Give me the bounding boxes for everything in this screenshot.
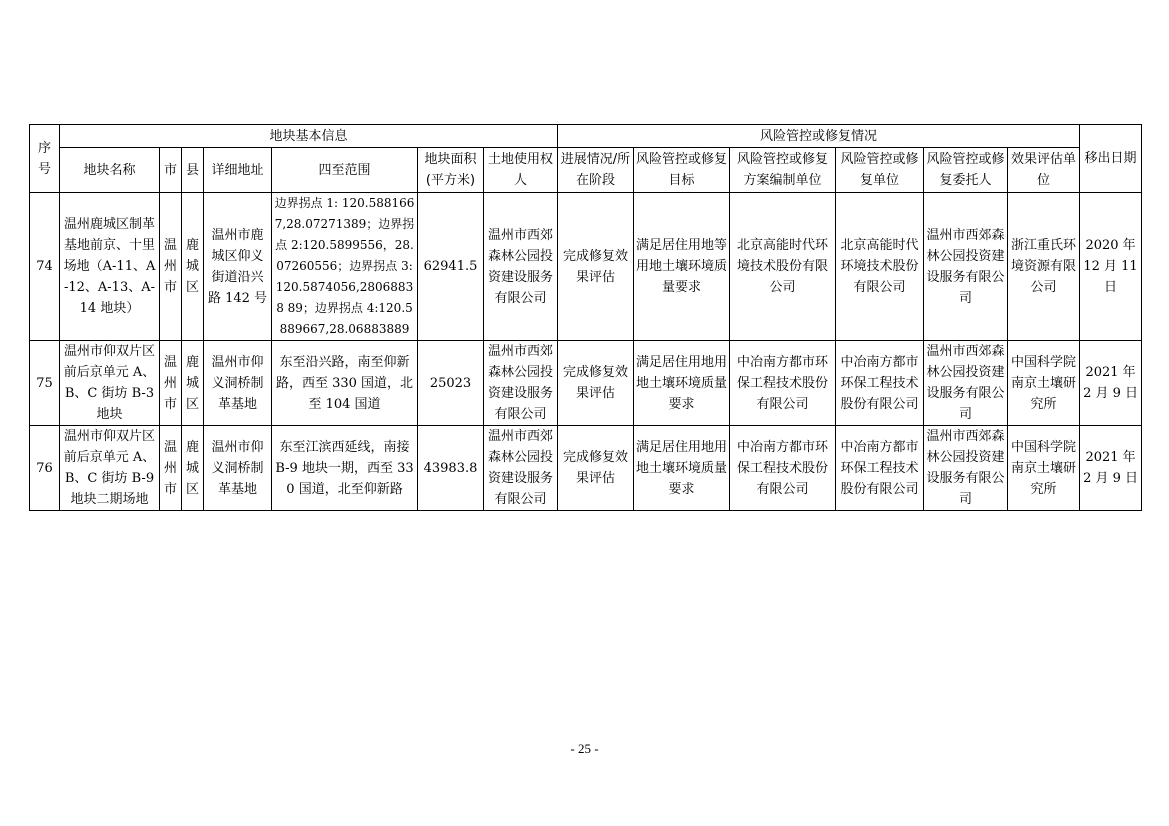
cell-owner: 温州市西郊森林公园投资建设服务有限公司 bbox=[484, 193, 558, 341]
cell-date: 2020 年 12 月 11 日 bbox=[1080, 193, 1142, 341]
cell-bounds: 东至沿兴路，南至仰新路，西至 330 国道，北至 104 国道 bbox=[272, 341, 418, 426]
header-row-group bbox=[30, 125, 1142, 148]
col-header-owner: 土地使用权人 bbox=[484, 148, 558, 193]
header-removal-date: 移出日期 bbox=[1080, 125, 1142, 193]
header-seq: 序号 bbox=[30, 125, 60, 193]
cell-target: 满足居住用地等用地土壤环境质量要求 bbox=[634, 193, 730, 341]
cell-stage: 完成修复效果评估 bbox=[558, 341, 634, 426]
cell-address: 温州市仰义洞桥制革基地 bbox=[204, 426, 272, 511]
page-number: - 25 - bbox=[570, 741, 599, 756]
cell-area: 25023 bbox=[418, 341, 484, 426]
cell-name: 温州市仰双片区前后京单元 A、B、C 街坊 B-9 地块二期场地 bbox=[60, 426, 160, 511]
header-row-columns bbox=[30, 148, 1142, 193]
table-row bbox=[30, 341, 1142, 426]
cell-planner: 中冶南方都市环保工程技术股份有限公司 bbox=[730, 426, 836, 511]
cell-assessor: 浙江重氏环境资源有限公司 bbox=[1008, 193, 1080, 341]
cell-city: 温州市 bbox=[160, 193, 182, 341]
cell-bounds: 边界拐点 1: 120.5881667,28.07271389；边界拐点 2:120.5899556，28.07260556；边界拐点 3: 120.5874056,28068838 89；边界拐点 4:120.5889667,28.06883889 bbox=[272, 193, 418, 341]
cell-seq: 76 bbox=[30, 426, 60, 511]
col-header-assessor: 效果评估单位 bbox=[1008, 148, 1080, 193]
cell-owner: 温州市西郊森林公园投资建设服务有限公司 bbox=[484, 426, 558, 511]
cell-name: 温州市仰双片区前后京单元 A、B、C 街坊 B-3 地块 bbox=[60, 341, 160, 426]
cell-assessor: 中国科学院南京土壤研究所 bbox=[1008, 426, 1080, 511]
col-header-planner: 风险管控或修复方案编制单位 bbox=[730, 148, 836, 193]
cell-contractor: 北京高能时代环境技术股份有限公司 bbox=[836, 193, 924, 341]
table-row bbox=[30, 193, 1142, 341]
data-table-container bbox=[29, 124, 1141, 511]
contaminated-site-table bbox=[29, 124, 1142, 511]
col-header-area: 地块面积(平方米) bbox=[418, 148, 484, 193]
col-header-stage: 进展情况/所在阶段 bbox=[558, 148, 634, 193]
cell-owner: 温州市西郊森林公园投资建设服务有限公司 bbox=[484, 341, 558, 426]
cell-name: 温州鹿城区制革基地前京、十里场地（A-11、A-12、A-13、A-14 地块） bbox=[60, 193, 160, 341]
col-header-bounds: 四至范围 bbox=[272, 148, 418, 193]
header-basic-info: 地块基本信息 bbox=[60, 125, 558, 148]
cell-area: 62941.5 bbox=[418, 193, 484, 341]
cell-date: 2021 年 2 月 9 日 bbox=[1080, 426, 1142, 511]
cell-seq: 75 bbox=[30, 341, 60, 426]
table-row bbox=[30, 426, 1142, 511]
cell-stage: 完成修复效果评估 bbox=[558, 193, 634, 341]
cell-bounds: 东至江滨西延线，南接 B-9 地块一期，西至 330 国道，北至仰新路 bbox=[272, 426, 418, 511]
cell-area: 43983.8 bbox=[418, 426, 484, 511]
col-header-contractor: 风险管控或修复单位 bbox=[836, 148, 924, 193]
cell-client: 温州市西郊森林公园投资建设服务有限公司 bbox=[924, 341, 1008, 426]
cell-address: 温州市鹿城区仰义街道沿兴路 142 号 bbox=[204, 193, 272, 341]
cell-contractor: 中冶南方都市环保工程技术股份有限公司 bbox=[836, 341, 924, 426]
cell-seq: 74 bbox=[30, 193, 60, 341]
cell-client: 温州市西郊森林公园投资建设服务有限公司 bbox=[924, 426, 1008, 511]
cell-planner: 中冶南方都市环保工程技术股份有限公司 bbox=[730, 341, 836, 426]
cell-county: 鹿城区 bbox=[182, 426, 204, 511]
cell-stage: 完成修复效果评估 bbox=[558, 426, 634, 511]
cell-county: 鹿城区 bbox=[182, 193, 204, 341]
col-header-city: 市 bbox=[160, 148, 182, 193]
cell-county: 鹿城区 bbox=[182, 341, 204, 426]
cell-target: 满足居住用地用地土壤环境质量要求 bbox=[634, 426, 730, 511]
cell-city: 温州市 bbox=[160, 426, 182, 511]
cell-planner: 北京高能时代环境技术股份有限公司 bbox=[730, 193, 836, 341]
cell-target: 满足居住用地用地土壤环境质量要求 bbox=[634, 341, 730, 426]
cell-date: 2021 年 2 月 9 日 bbox=[1080, 341, 1142, 426]
col-header-county: 县 bbox=[182, 148, 204, 193]
col-header-name: 地块名称 bbox=[60, 148, 160, 193]
cell-address: 温州市仰义洞桥制革基地 bbox=[204, 341, 272, 426]
col-header-target: 风险管控或修复目标 bbox=[634, 148, 730, 193]
cell-client: 温州市西郊森林公园投资建设服务有限公司 bbox=[924, 193, 1008, 341]
header-risk-info: 风险管控或修复情况 bbox=[558, 125, 1080, 148]
cell-contractor: 中冶南方都市环保工程技术股份有限公司 bbox=[836, 426, 924, 511]
cell-assessor: 中国科学院南京土壤研究所 bbox=[1008, 341, 1080, 426]
cell-city: 温州市 bbox=[160, 341, 182, 426]
col-header-address: 详细地址 bbox=[204, 148, 272, 193]
col-header-client: 风险管控或修复委托人 bbox=[924, 148, 1008, 193]
